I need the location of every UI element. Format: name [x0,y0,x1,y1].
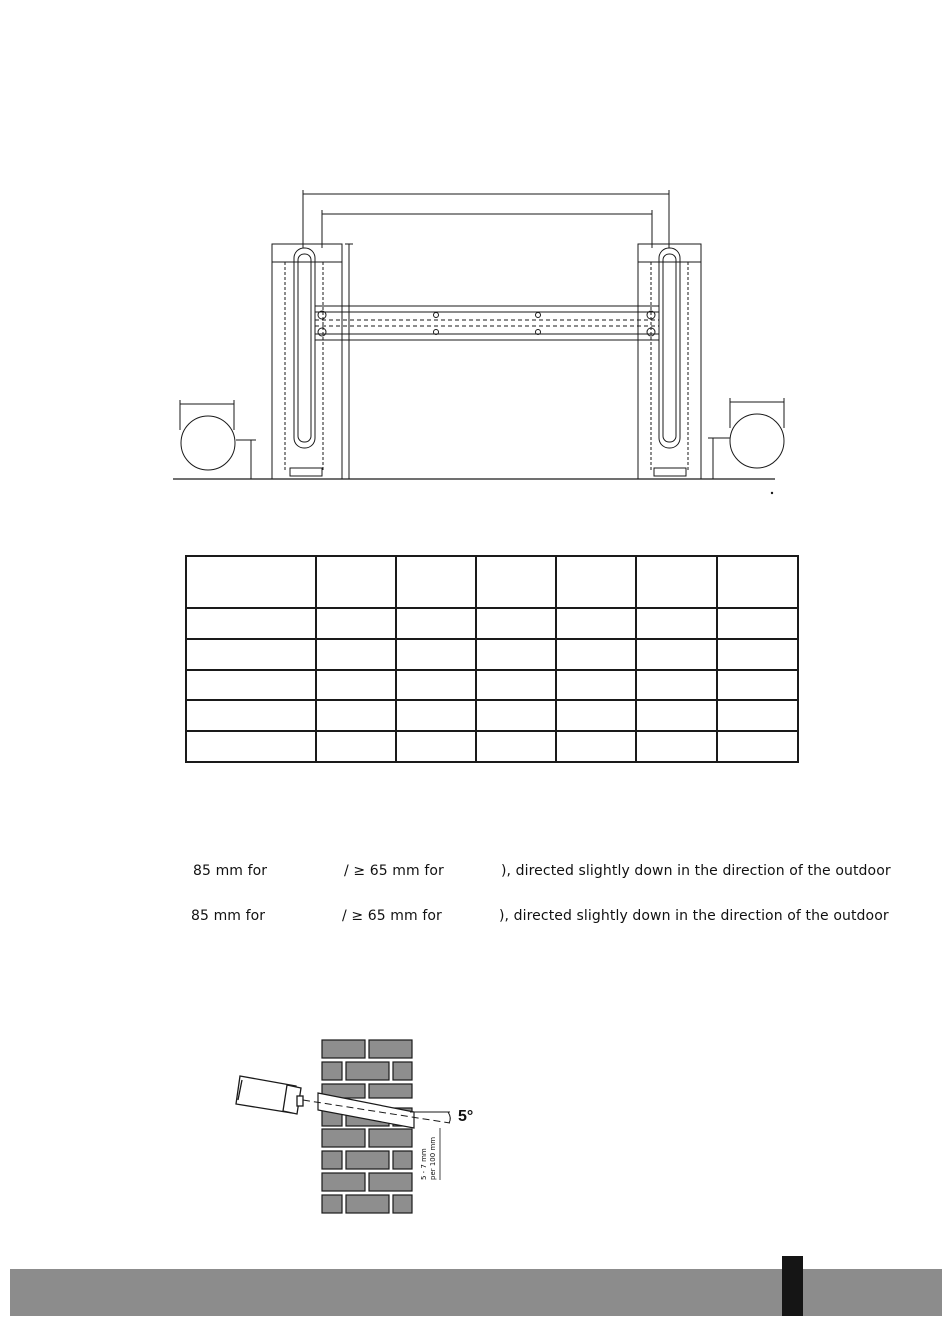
table-cell [636,556,717,608]
cross-beam [315,306,659,340]
slope-label-line-2: per 100 mm [429,1136,437,1180]
table-row [186,700,798,731]
table-cell [186,670,316,701]
brick-wall [322,1040,412,1213]
instruction-fragment: / ≥ 65 mm for [342,908,442,924]
table-header-row [186,556,798,608]
table-cell [556,731,636,762]
table-cell [636,670,717,701]
wall-hole [318,1093,414,1128]
right-upright [638,244,701,479]
table-row [186,731,798,762]
left-upright [272,244,353,479]
table-cell [396,731,476,762]
table-cell [186,731,316,762]
table-cell [556,670,636,701]
table-cell [396,608,476,639]
slope-label-line-1: 5 - 7 mm [420,1148,428,1180]
slope-label [420,1137,438,1180]
table-cell [396,700,476,731]
instruction-fragment: 85 mm for [193,863,268,879]
table-cell [636,639,717,670]
table-cell [717,670,798,701]
table-cell [316,670,396,701]
table-cell [396,556,476,608]
slope-line [303,1100,450,1123]
instruction-fragment: ), directed slightly down in the direction of the outdoor [501,863,891,879]
table-cell [556,639,636,670]
table-cell [476,608,556,639]
table-cell [717,608,798,639]
table-cell [476,670,556,701]
table-cell [316,556,396,608]
table-cell [186,639,316,670]
top-dimension-lines [303,190,669,248]
instruction-fragment: 85 mm for [191,908,266,924]
marker-dot [771,492,773,494]
page-tab-marker [782,1256,803,1316]
table-cell [476,639,556,670]
bracket-drawing [0,0,950,520]
table-cell [316,608,396,639]
table-cell [476,556,556,608]
angle-label: 5° [458,1108,474,1125]
table-cell [186,700,316,731]
table-cell [316,731,396,762]
table-cell [717,639,798,670]
table-cell [717,700,798,731]
table-row [186,639,798,670]
pipe [236,1076,303,1114]
table-cell [476,731,556,762]
table-cell [556,700,636,731]
right-pipe [708,398,784,479]
table-cell [396,639,476,670]
table-cell [717,731,798,762]
table-cell [636,608,717,639]
table-row [186,670,798,701]
instruction-fragment: ), directed slightly down in the direction of the outdoor [499,908,889,924]
table-cell [556,556,636,608]
table-cell [186,608,316,639]
table-cell [316,700,396,731]
left-pipe [180,400,256,479]
spec-table [185,555,799,763]
table-cell [476,700,556,731]
table-cell [316,639,396,670]
table-cell [717,556,798,608]
angle-arc [448,1112,450,1123]
table-cell [636,700,717,731]
table-row [186,608,798,639]
table-cell [636,731,717,762]
table-cell [556,608,636,639]
table-cell [186,556,316,608]
instruction-fragment: / ≥ 65 mm for [344,863,444,879]
table-cell [396,670,476,701]
